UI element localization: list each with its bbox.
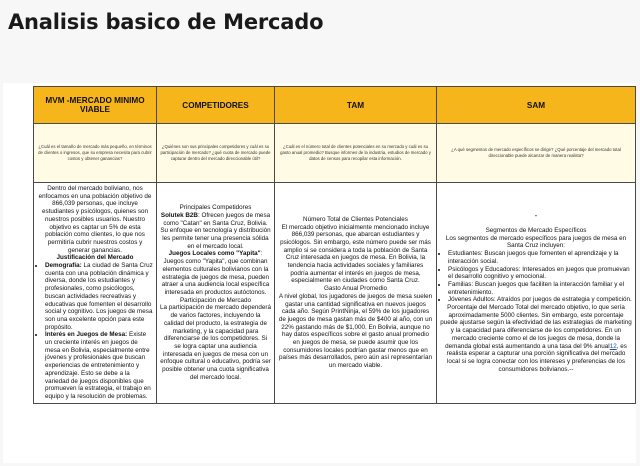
header-competidores[interactable]: COMPETIDORES	[157, 87, 275, 124]
mvm-demografia: • Demografía: La ciudad de Santa Cruz cuenta con una población dinámica y diversa, donde los estudiantes y profesionales, como psicólogos, buscan actividades recreativas y educativas que fomenten el desarrollo social y cognitivo. Los juegos de mesa son una excelente opción para este propósito.	[45, 262, 153, 331]
sam-segment-item: • Psicólogos y Educadores: Interesados en juegos que promuevan el desarrollo cognitivo y emocional.	[448, 266, 632, 281]
answer-competidores[interactable]	[157, 183, 275, 404]
comp-title: Principales Competidores	[179, 204, 252, 212]
header-tam[interactable]: TAM	[275, 87, 437, 124]
tam-gasto-title: Gasto Anual Promedio	[323, 285, 387, 293]
sam-title: Segmentos de Mercado Específicos	[485, 227, 587, 235]
sam-dot: -	[534, 211, 538, 221]
question-tam[interactable]: ¿Cuál es el número total de clientes potenciales en su mercado y cuál es su gasto anual promedio? Busque informes de la industria, estudios de mercado y datos de censos para recopilar esta información.	[275, 124, 437, 183]
header-mvm[interactable]: MVM -MERCADO MINIMO VIABLE	[34, 87, 157, 124]
comp-participacion-title: Participación de Mercado	[179, 296, 252, 304]
market-analysis-table	[33, 86, 636, 404]
tam-p1: El mercado objetivo inicialmente mencionado incluye 866,039 personas, que abarcan estudiantes y psicólogos. Sin embargo, este número puede ser más amplio si se considera a toda la población de Santa Cruz interesada en juegos de mesa. En Bolivia, la tendencia hacia actividades sociales y familiares podría aumentar el interés en juegos de mesa, especialmente en ciudades como Santa Cruz.	[280, 223, 431, 285]
answer-mvm[interactable]	[34, 183, 157, 404]
sam-segment-item: • Familias: Buscan juegos que faciliten la interacción familiar y el entretenimiento.	[448, 281, 632, 296]
sam-segment-item: • Estudiantes: Buscan juegos que fomenten el aprendizaje y la interacción social.	[448, 250, 632, 265]
sam-intro: Los segmentos de mercado específicos para juegos de mesa en Santa Cruz incluyen:	[445, 234, 627, 250]
citation-link[interactable]: 12	[609, 342, 617, 350]
spreadsheet-area	[3, 83, 636, 463]
answer-row	[34, 183, 636, 404]
tam-title: Número Total de Clientes Potenciales	[303, 215, 408, 223]
answer-sam[interactable]	[437, 183, 636, 404]
mvm-intro: Dentro del mercado boliviano, nos enfocamos en una población objetivo de 866,039 personas, que incluye estudiantes y psicólogos, quienes son nuestros posibles usuarios. Nuestro objetivo es captar un 5% de esta población como clientes, lo que nos permitiría cubrir nuestros costos y generar ganancias.	[38, 185, 152, 254]
mvm-interes: • Interés en Juegos de Mesa: Existe un creciente interés en juegos de mesa en Bolivia, especialmente entre jóvenes y profesionales que buscan experiencias de entretenimiento y aprendizaje. Esto se debe a la variedad de juegos disponibles que promueven la estrategia, el trabajo en equipo y la resolución de problemas.	[45, 331, 153, 400]
question-row	[34, 124, 636, 183]
question-competidores[interactable]: ¿Quiénes son sus principales competidores y cuál es su participación de mercado? ¿qué cuota de mercado puede capturar dentro del mercado direccionable útil?	[157, 124, 275, 183]
header-sam[interactable]: SAM	[437, 87, 636, 124]
question-sam[interactable]: ¿A qué segmentos de mercado específicos se dirige? ¿Qué porcentaje del mercado total direccionable puede alcanzar de manera realista?	[437, 124, 636, 183]
question-mvm[interactable]: ¿Cuál es el tamaño de mercado más pequeño, en términos de clientes o ingresos, que su empresa necesita para cubrir costos y obtener ganancias?	[34, 124, 157, 183]
header-row	[34, 87, 636, 124]
comp-participacion-text: La participación de mercado dependerá de varios factores, incluyendo la calidad del producto, la estrategia de marketing, y la capacidad para diferenciarse de los competidores. Si se logra captar una audiencia interesada en juegos de mesa con un enfoque cultural o educativo, podría ser posible obtener una cuota significativa del mercado local.	[160, 304, 271, 381]
comp-yapita: Juegos Locales como "Yapita": Juegos como "Yapita", que combinan elementos culturales bolivianos con la estrategia de juegos de mesa, pueden atraer a una audiencia local específica interesada en productos autóctonos.	[161, 250, 270, 296]
sam-segment-list	[440, 250, 632, 304]
comp-solutek: Solutek B2B: Ofrecen juegos de mesa como "Catan" en Santa Cruz, Bolivia. Su enfoque en tecnología y distribución les permite tener una presencia sólida en el mercado local.	[160, 211, 271, 250]
sam-percentage-text: Porcentaje del Mercado Total del mercado objetivo, lo que sería aproximadamente 5000 clientes. Sin embargo, este porcentaje puede ajustarse según la efectividad de las estrategias de marketing y la capacidad para diferenciarse de los competidores. En un mercado creciente como el de los juegos de mesa, donde la demanda global está aumentando a una tasa del 9% anual12, es realista esperar a capturar una porción significativa del mercado local si se logra conectar con los intereses y preferencias de los consumidores bolivianos.--	[440, 304, 632, 373]
tam-p2: A nivel global, los jugadores de juegos de mesa suelen gastar una cantidad significativa en nuevos juegos cada año. Según PrintNinja, el 59% de los jugadores de juegos de mesa gastan más de $400 al año, con un 22% gastando más de $1,000. En Bolivia, aunque no hay datos específicos sobre el gasto anual promedio en juegos de mesa, se puede asumir que los consumidores locales podrían gastar menos que en países más desarrollados, pero aún así representarían un mercado viable.	[278, 292, 433, 370]
sam-segment-item: • Jóvenes Adultos: Atraídos por juegos de estrategia y competición.	[448, 296, 632, 304]
mvm-justificacion-title: Justificación del Mercado	[56, 254, 134, 262]
page-title: Analisis basico de Mercado	[8, 10, 324, 34]
answer-tam[interactable]	[275, 183, 437, 404]
